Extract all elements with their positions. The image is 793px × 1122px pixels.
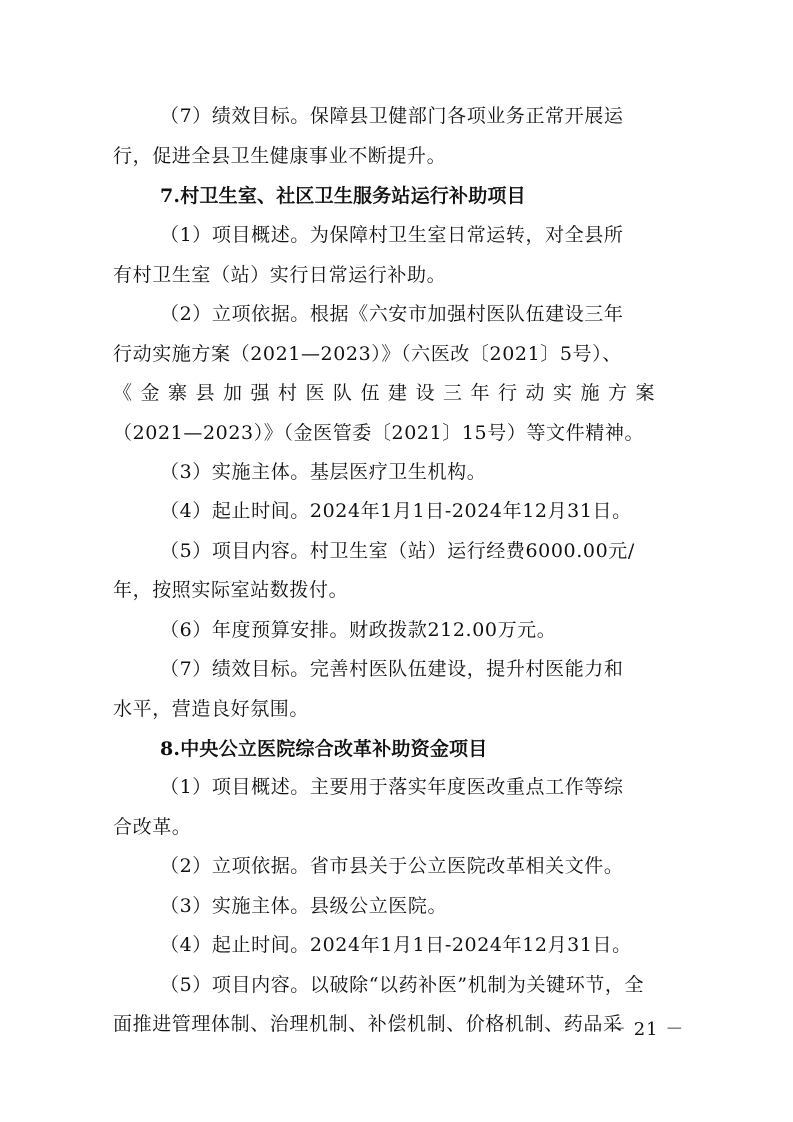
paragraph-line: （6）年度预算安排。财政拨款212.00万元。 [160,619,557,641]
paragraph-line: （4）起止时间。2024年1月1日-2024年12月31日。 [160,500,632,522]
paragraph-line: （5）项目内容。村卫生室（站）运行经费6000.00元/ [160,540,635,562]
paragraph-line: （3）实施主体。县级公立医院。 [160,895,448,917]
paragraph-line: （7）绩效目标。完善村医队伍建设，提升村医能力和 [160,658,624,680]
paragraph-line: （5）项目内容。以破除“以药补医”机制为关键环节，全 [160,974,645,996]
paragraph-line: （1）项目概述。为保障村卫生室日常运转，对全县所 [160,224,624,246]
paragraph-line: 年，按照实际室站数拨付。 [113,579,349,601]
paragraph-line: （2）立项依据。省市县关于公立医院改革相关文件。 [160,855,624,877]
paragraph-line: （1）项目概述。主要用于落实年度医改重点工作等综 [160,776,624,798]
page-number: － 21 － [608,1019,685,1040]
paragraph-line: （4）起止时间。2024年1月1日-2024年12月31日。 [160,934,632,956]
paragraph-line: 面推进管理体制、治理机制、补偿机制、价格机制、药品采 [113,1013,623,1035]
paragraph-line: （3）实施主体。基层医疗卫生机构。 [160,461,487,483]
paragraph-line: 《金寨县加强村医队伍建设三年行动实施方案 [113,382,664,404]
paragraph-line: 行动实施方案（2021—2023）》（六医改〔2021〕5号）、 [113,343,622,365]
paragraph-line: （2021—2023）》（金医管委〔2021〕15号）等文件精神。 [113,422,645,444]
paragraph-line: 行，促进全县卫生健康事业不断提升。 [113,145,447,167]
paragraph-line: （7）绩效目标。保障县卫健部门各项业务正常开展运 [160,105,624,127]
paragraph-line: 水平，营造良好氛围。 [113,698,310,720]
section-heading: 8.中央公立医院综合改革补助资金项目 [160,738,488,760]
paragraph-line: 有村卫生室（站）实行日常运行补助。 [113,264,447,286]
section-heading: 7.村卫生室、社区卫生服务站运行补助项目 [160,185,526,207]
paragraph-line: （2）立项依据。根据《六安市加强村医队伍建设三年 [160,303,624,325]
paragraph-line: 合改革。 [113,816,192,838]
